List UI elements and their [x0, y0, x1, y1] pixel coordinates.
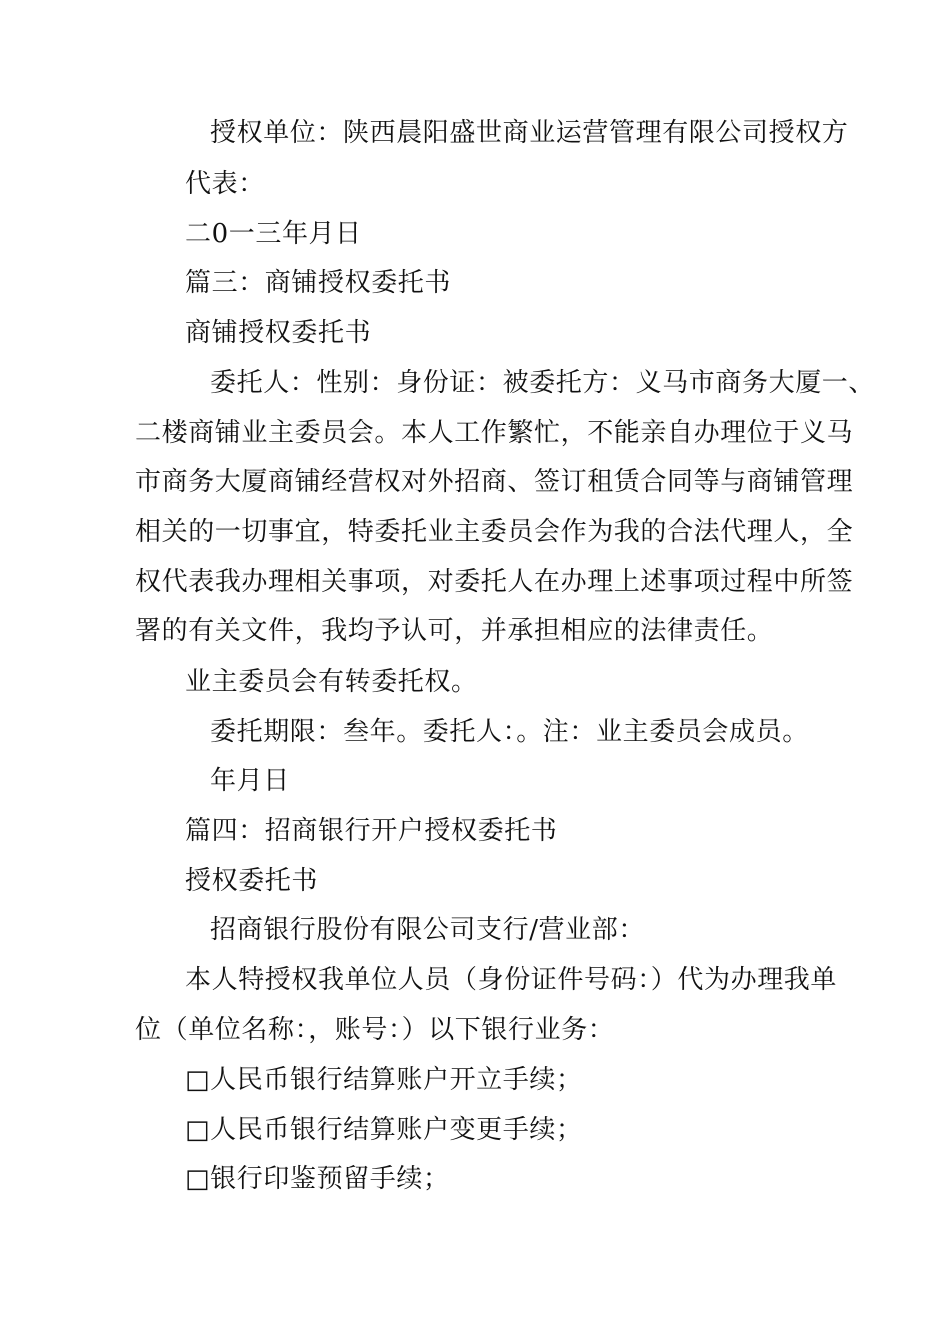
section-three-heading: 篇三：商铺授权委托书	[185, 268, 452, 298]
checkbox-item: □人民币银行结算账户变更手续；	[185, 1115, 583, 1145]
checkbox-item: □银行印鉴预留手续；	[185, 1164, 450, 1194]
paragraph-line: 相关的一切事宜，特委托业主委员会作为我的合法代理人，全	[135, 517, 854, 547]
date-line: 年月日	[210, 766, 290, 796]
paragraph-line: 委托人：性别：身份证：被委托方：义马市商务大厦一、	[210, 368, 876, 398]
checkbox-item: □人民币银行结算账户开立手续；	[185, 1065, 583, 1095]
bank-branch-line: 招商银行股份有限公司支行/营业部：	[210, 915, 645, 945]
representative-line: 代表：	[185, 169, 265, 199]
shop-authorization-title: 商铺授权委托书	[185, 318, 372, 348]
authorization-title: 授权委托书	[185, 866, 319, 896]
authorizing-unit-line: 授权单位：陕西晨阳盛世商业运营管理有限公司授权方	[210, 118, 849, 148]
paragraph-line: 本人特授权我单位人员（身份证件号码：）代为办理我单	[185, 965, 838, 995]
section-four-heading: 篇四：招商银行开户授权委托书	[185, 816, 558, 846]
paragraph-line: 位（单位名称：，账号：）以下银行业务：	[135, 1015, 615, 1045]
paragraph-line: 市商务大厦商铺经营权对外招商、签订租赁合同等与商铺管理	[135, 467, 854, 497]
date-line: 二0一三年月日	[185, 219, 362, 249]
paragraph-line: 署的有关文件，我均予认可，并承担相应的法律责任。	[135, 616, 774, 646]
paragraph-line: 权代表我办理相关事项，对委托人在办理上述事项过程中所签	[135, 567, 854, 597]
paragraph-line: 业主委员会有转委托权。	[185, 667, 478, 697]
paragraph-line: 二楼商铺业主委员会。本人工作繁忙，不能亲自办理位于义马	[135, 418, 854, 448]
term-line: 委托期限：叁年。委托人：。注：业主委员会成员。	[210, 717, 809, 747]
